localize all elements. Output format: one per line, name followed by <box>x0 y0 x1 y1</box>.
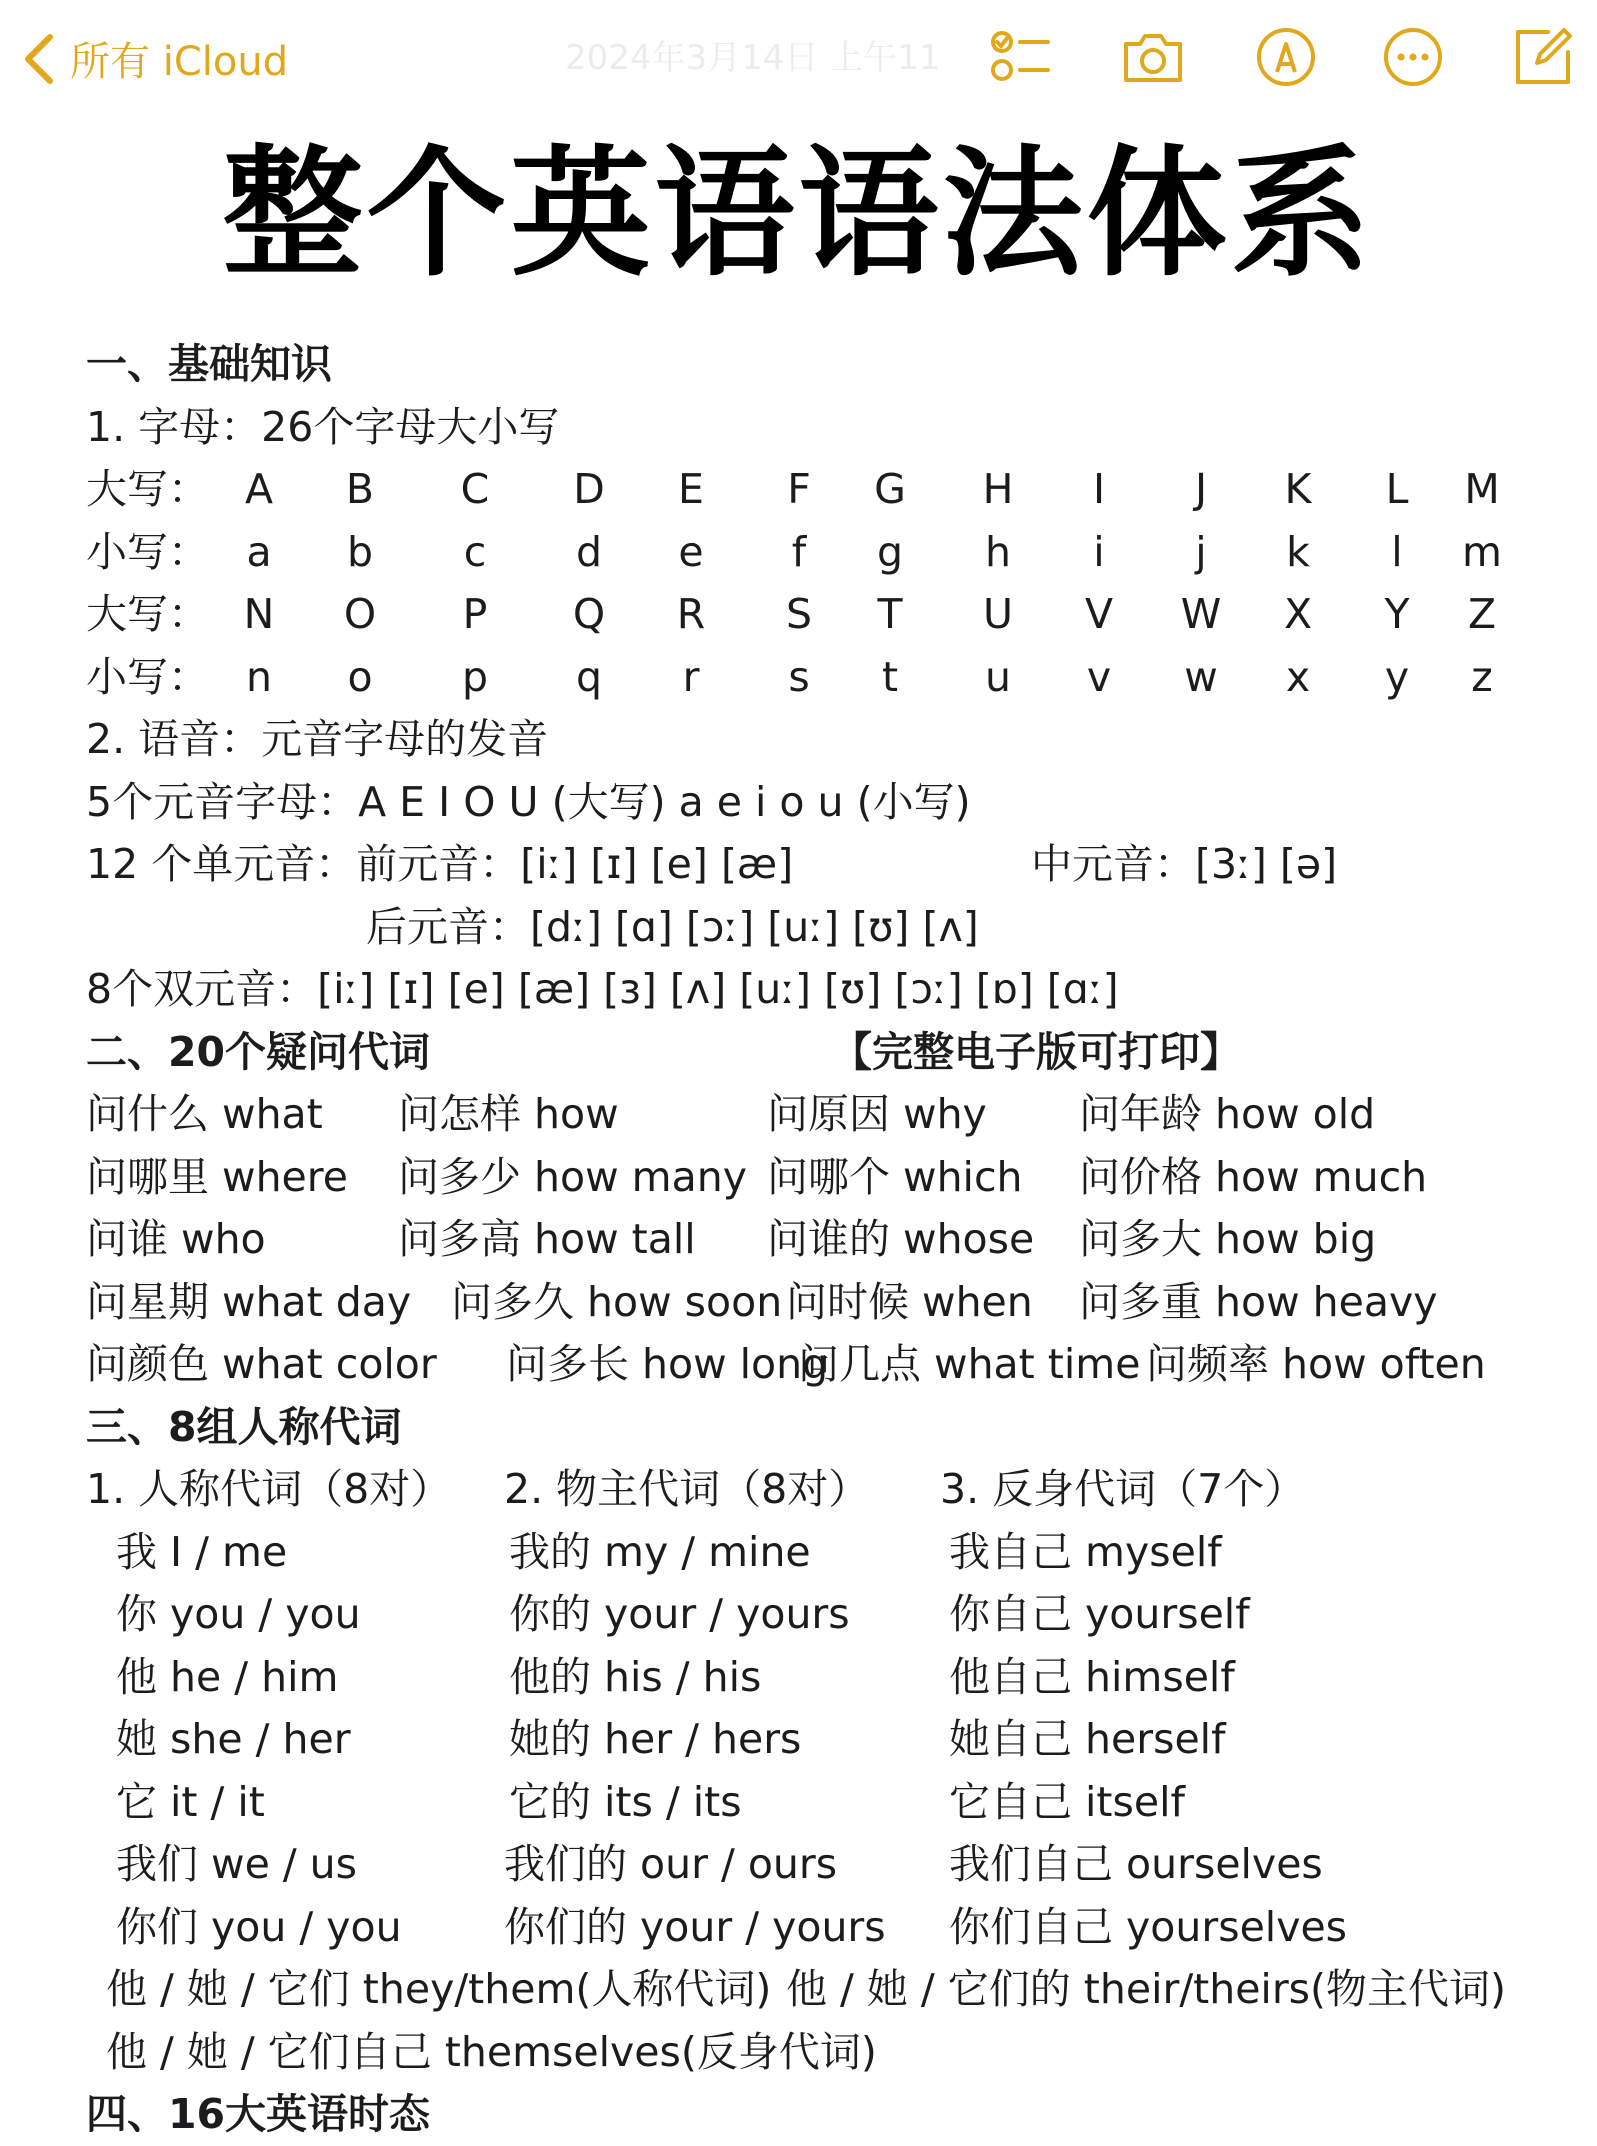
letter: F <box>787 465 811 513</box>
question-word: 问谁的 whose <box>767 1215 1035 1263</box>
monophthongs-back-row <box>86 896 1566 959</box>
reflexive-pronoun: 你自己 yourself <box>949 1590 1250 1638</box>
letter: V <box>1084 590 1114 638</box>
letter: U <box>982 590 1014 638</box>
diphthongs: 8个双元音：[iː] [ɪ] [e] [æ] [ɜ] [ʌ] [uː] [ʊ] [ɔː] [ɒ] [ɑː] <box>86 965 1119 1013</box>
letter: D <box>573 465 605 513</box>
letter: I <box>1092 465 1106 513</box>
letter: K <box>1284 465 1312 513</box>
pronoun-row <box>86 1833 1566 1896</box>
question-word: 问时候 when <box>786 1277 1033 1326</box>
possessive-pronoun: 你们的 your / yours <box>504 1902 886 1951</box>
letter: g <box>876 527 904 576</box>
letter: E <box>678 465 704 513</box>
letter: a <box>246 527 272 576</box>
letter: b <box>346 527 374 576</box>
phonetics-title: 2. 语音：元音字母的发音 <box>86 715 549 763</box>
possessive-pronoun: 它的 its / its <box>509 1777 742 1826</box>
checklist-button[interactable] <box>988 24 1054 90</box>
reflexive-pronoun: 它自己 itself <box>949 1777 1185 1826</box>
letter: n <box>246 652 272 701</box>
letters-title: 1. 字母：26个字母大小写 <box>86 402 560 451</box>
pronoun-row <box>86 1646 1566 1709</box>
column-title: 2. 物主代词（8对） <box>504 1465 870 1513</box>
reflexive-pronoun: 你们自己 yourselves <box>949 1902 1348 1951</box>
question-word: 问频率 how often <box>1146 1340 1486 1388</box>
question-word: 问几点 what time <box>798 1340 1141 1388</box>
checklist-icon <box>988 24 1054 90</box>
compose-button[interactable] <box>1510 24 1576 90</box>
personal-pronoun: 你 you / you <box>116 1590 361 1638</box>
question-word: 问哪个 which <box>767 1152 1023 1201</box>
letter: O <box>343 590 377 638</box>
personal-pronoun: 它 it / it <box>116 1777 265 1826</box>
letter: A <box>244 465 274 513</box>
personal-pronoun: 他 he / him <box>116 1652 339 1701</box>
question-word: 问原因 why <box>767 1090 987 1138</box>
letter: J <box>1194 465 1208 513</box>
alphabet-row-lower-1 <box>86 521 1566 584</box>
letter: X <box>1283 590 1313 638</box>
letter: u <box>985 652 1011 701</box>
they-personal: 他 / 她 / 它们 they/them(人称代词) <box>106 1965 772 2013</box>
row-label: 大写： <box>86 465 209 513</box>
question-word: 问多高 how tall <box>398 1215 696 1263</box>
letter: L <box>1385 465 1409 513</box>
print-note: 【完整电子版可打印】 <box>831 1027 1241 1076</box>
possessive-pronoun: 你的 your / yours <box>509 1590 850 1638</box>
possessive-pronoun: 我的 my / mine <box>509 1527 811 1576</box>
column-title: 3. 反身代词（7个） <box>940 1465 1306 1513</box>
question-row <box>86 1083 1566 1146</box>
note-date: 2024年3月14日 上午11 <box>565 38 941 78</box>
alphabet-row-lower-2 <box>86 646 1566 709</box>
question-word: 问价格 how much <box>1079 1152 1428 1201</box>
question-word: 问星期 what day <box>86 1277 412 1326</box>
row-label: 大写： <box>86 590 209 638</box>
toolbar <box>0 0 1597 115</box>
back-label: 所有 iCloud <box>70 39 289 85</box>
letter: j <box>1195 527 1207 576</box>
personal-pronoun: 你们 you / you <box>116 1902 402 1951</box>
section-heading: 四、16大英语时态 <box>86 2090 431 2138</box>
reflexive-pronoun: 我们自己 ourselves <box>949 1840 1323 1888</box>
reflexive-pronoun: 他自己 himself <box>949 1652 1235 1701</box>
monophthongs-front: 12 个单元音：前元音：[iː] [ɪ] [e] [æ] <box>86 840 794 888</box>
monophthongs-back: 后元音：[dː] [ɑ] [ɔː] [uː] [ʊ] [ʌ] <box>366 902 979 951</box>
they-reflexive-row <box>86 2021 1566 2084</box>
reflexive-pronoun: 她自己 herself <box>949 1715 1226 1763</box>
alphabet-row-upper-1 <box>86 458 1566 521</box>
letter: w <box>1184 652 1218 701</box>
question-word: 问年龄 how old <box>1079 1090 1376 1138</box>
personal-pronoun: 我们 we / us <box>116 1840 358 1888</box>
question-row <box>86 1208 1566 1271</box>
letter: Y <box>1384 590 1410 638</box>
alphabet-row-upper-2 <box>86 583 1566 646</box>
question-word: 问颜色 what color <box>86 1340 437 1388</box>
question-word: 问多长 how long <box>506 1340 829 1388</box>
letter: W <box>1180 590 1222 638</box>
letter: d <box>575 527 603 576</box>
question-word: 问谁 who <box>86 1215 266 1263</box>
section-heading: 三、8组人称代词 <box>86 1402 402 1451</box>
column-title: 1. 人称代词（8对） <box>86 1465 452 1513</box>
letter: T <box>877 590 903 638</box>
letter: q <box>575 652 603 701</box>
question-word: 问多大 how big <box>1079 1215 1377 1263</box>
question-row <box>86 1333 1566 1396</box>
possessive-pronoun: 她的 her / hers <box>509 1715 802 1763</box>
camera-icon <box>1120 24 1186 90</box>
more-button[interactable] <box>1380 24 1446 90</box>
question-row <box>86 1146 1566 1209</box>
letter: e <box>678 527 704 576</box>
letter: s <box>788 652 810 701</box>
possessive-pronoun: 我们的 our / ours <box>504 1840 838 1888</box>
they-reflexive: 他 / 她 / 它们自己 themselves(反身代词) <box>106 2027 877 2076</box>
question-word: 问多少 how many <box>398 1152 747 1201</box>
section-heading: 二、20个疑问代词 <box>86 1027 431 1076</box>
letter: P <box>462 590 488 638</box>
pronoun-row <box>86 1708 1566 1771</box>
letter: t <box>881 652 899 701</box>
letter: R <box>676 590 706 638</box>
they-row <box>86 1958 1566 2021</box>
letter: N <box>243 590 275 638</box>
chevron-left-icon <box>22 33 56 85</box>
question-row <box>86 1271 1566 1334</box>
note-body[interactable] <box>86 333 1566 2146</box>
letter: h <box>985 527 1011 576</box>
question-word: 问怎样 how <box>398 1090 619 1138</box>
letter: p <box>461 652 489 701</box>
letter: Z <box>1467 590 1497 638</box>
pronoun-row <box>86 1583 1566 1646</box>
question-word: 问多重 how heavy <box>1079 1277 1438 1326</box>
personal-pronoun: 她 she / her <box>116 1715 351 1763</box>
letter: C <box>460 465 490 513</box>
letter: f <box>791 527 807 576</box>
letter: m <box>1462 527 1502 576</box>
letter: z <box>1471 652 1493 701</box>
more-icon <box>1380 24 1446 90</box>
section-heading-row <box>86 1021 1566 1084</box>
letter: k <box>1286 527 1310 576</box>
pronoun-row <box>86 1896 1566 1959</box>
markup-button[interactable] <box>1253 24 1319 90</box>
letter: i <box>1093 527 1105 576</box>
letter: Q <box>572 590 606 638</box>
markup-icon <box>1253 24 1319 90</box>
letter: r <box>682 652 700 701</box>
letter: y <box>1384 652 1410 701</box>
row-label: 小写： <box>86 527 209 576</box>
back-button[interactable] <box>22 30 288 87</box>
letter: x <box>1285 652 1311 701</box>
letter: H <box>982 465 1014 513</box>
letter: G <box>874 465 906 513</box>
personal-pronoun: 我 I / me <box>116 1527 288 1576</box>
letter: S <box>785 590 813 638</box>
compose-icon <box>1510 24 1576 90</box>
question-word: 问什么 what <box>86 1090 323 1138</box>
letter: M <box>1464 465 1500 513</box>
question-word: 问多久 how soon <box>451 1277 783 1326</box>
letter: B <box>345 465 375 513</box>
vowel-letters: 5个元音字母：A E I O U (大写) a e i o u (小写) <box>86 777 971 826</box>
pronoun-column-titles <box>86 1458 1566 1521</box>
letter: v <box>1086 652 1112 701</box>
pronoun-row <box>86 1771 1566 1834</box>
section-heading: 一、基础知识 <box>86 340 332 388</box>
letter: c <box>463 527 487 576</box>
camera-button[interactable] <box>1120 24 1186 90</box>
page-title: 整个英语语法体系 <box>222 133 1375 296</box>
monophthongs-central: 中元音：[3ː] [ə] <box>1031 840 1338 888</box>
question-word: 问哪里 where <box>86 1152 348 1201</box>
reflexive-pronoun: 我自己 myself <box>949 1527 1222 1576</box>
letter: l <box>1391 527 1403 576</box>
row-label: 小写： <box>86 652 209 701</box>
possessive-pronoun: 他的 his / his <box>509 1652 762 1701</box>
monophthongs-row <box>86 833 1566 896</box>
pronoun-row <box>86 1521 1566 1584</box>
letter: o <box>347 652 373 701</box>
they-possessive: 他 / 她 / 它们的 their/theirs(物主代词) <box>786 1965 1507 2013</box>
